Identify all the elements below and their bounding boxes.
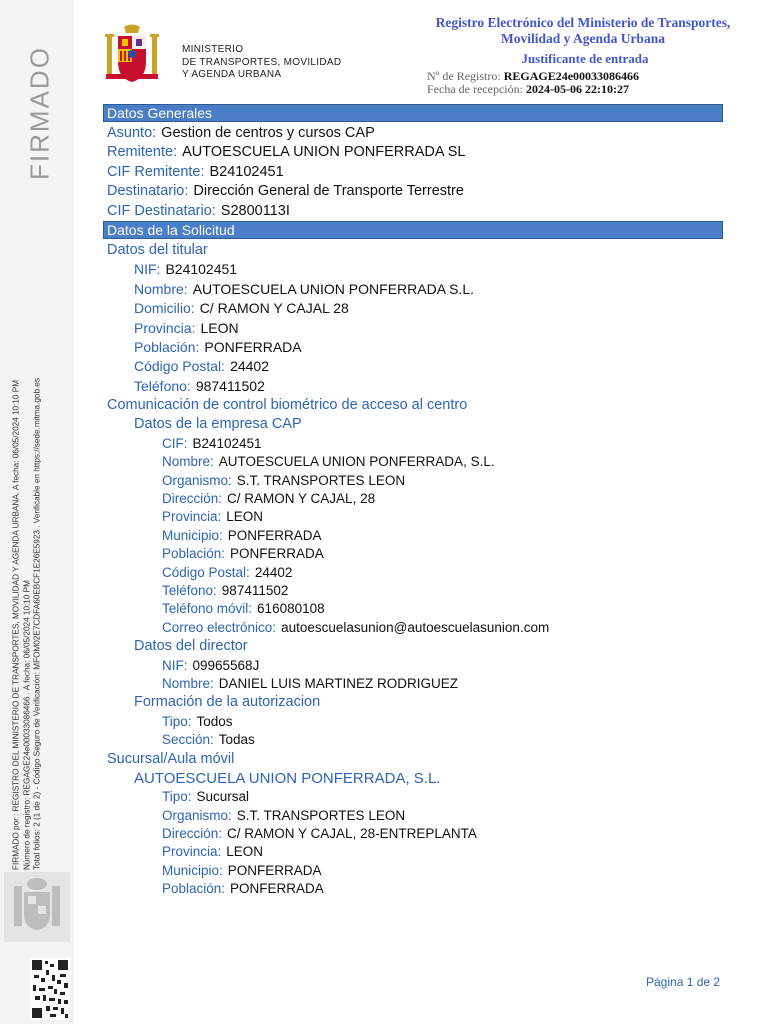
director-nombre [103, 675, 723, 693]
field-value: PONFERRADA [230, 881, 324, 897]
sucursal-municipio [103, 862, 723, 880]
field-label: Tipo: [162, 713, 192, 729]
field-label: Tipo: [162, 789, 192, 805]
registry-title-line1: Registro Electrónico del Ministerio de Transportes, [435, 15, 731, 30]
titular-nombre [103, 280, 723, 299]
field-label: Código Postal: [134, 358, 226, 375]
sign-line: Total folios: 2 (1 de 2) - Código Seguro de Verificación: MFOM02E7CDFA60EBCF1E26E5923 . Verificable en https://sede.mitma.gob.es [32, 378, 42, 870]
field-remitente [103, 143, 723, 162]
qr-code-icon [30, 958, 70, 1020]
signature-text-block [2, 280, 52, 870]
empresa-municipio [103, 527, 723, 545]
titular-domicilio [103, 299, 723, 318]
ministry-line: DE TRANSPORTES, MOVILIDAD [182, 56, 342, 68]
field-value: autoescuelasunion@autoescuelasunion.com [281, 619, 550, 635]
field-value: Sucursal [196, 789, 250, 805]
empresa-nombre [103, 453, 723, 471]
field-value: 616080108 [257, 601, 325, 617]
field-destinatario [103, 182, 723, 201]
firmado-stamp [20, 38, 60, 188]
field-label: Organismo: [162, 807, 232, 823]
field-label: Nombre: [162, 454, 214, 470]
registry-number-label: Nº de Registro: [427, 69, 501, 83]
section-datos-solicitud: Datos de la Solicitud [103, 221, 723, 239]
field-value: B24102451 [192, 435, 262, 451]
field-label: Provincia: [134, 319, 196, 336]
sign-line: FIRMADO por : REGISTRO DEL MINISTERIO DE TRANSPORTES, MOVILIDAD Y AGENDA URBANA. A fecha: 06/05/2024 10:10 PM [11, 379, 21, 870]
field-value: C/ RAMON Y CAJAL, 28-ENTREPLANTA [227, 826, 477, 842]
field-label: Teléfono móvil: [162, 601, 253, 617]
field-label: Remitente: [107, 144, 178, 161]
empresa-telefono-movil [103, 600, 723, 618]
field-value: S.T. TRANSPORTES LEON [236, 472, 406, 488]
field-value: AUTOESCUELA UNION PONFERRADA S.L. [192, 280, 475, 297]
field-value: Todas [218, 732, 255, 748]
section-datos-generales: Datos Generales [103, 104, 723, 122]
field-label: Población: [134, 338, 200, 355]
field-label: Dirección: [162, 491, 223, 507]
field-label: Domicilio: [134, 300, 195, 317]
field-label: Teléfono: [134, 377, 191, 394]
reception-date [427, 82, 629, 97]
field-value: 24402 [230, 358, 269, 375]
field-label: Dirección: [162, 826, 223, 842]
field-label: Organismo: [162, 472, 232, 488]
titular-codigo-postal [103, 357, 723, 376]
heading-director: Datos del director [134, 638, 248, 655]
field-value: 987411502 [221, 582, 289, 598]
sucursal-direccion [103, 825, 723, 843]
field-value: 987411502 [195, 377, 265, 394]
sucursal-poblacion [103, 880, 723, 898]
signature-sidebar [0, 0, 74, 1024]
reception-date-value: 2024-05-06 22:10:27 [525, 82, 629, 96]
field-value: C/ RAMON Y CAJAL, 28 [227, 491, 376, 507]
field-label: Nombre: [134, 280, 188, 297]
sucursal-tipo [103, 788, 723, 806]
firmado-text: FIRMADO [24, 46, 55, 180]
field-value: PONFERRADA [204, 338, 302, 355]
field-value: C/ RAMON Y CAJAL 28 [199, 300, 349, 317]
field-label: Población: [162, 881, 226, 897]
empresa-cif [103, 435, 723, 453]
field-value: Dirección General de Transporte Terrestre [193, 183, 464, 200]
field-label: Población: [162, 546, 226, 562]
field-label: Municipio: [162, 527, 223, 543]
field-label: NIF: [162, 657, 188, 673]
director-nif [103, 657, 723, 675]
field-value: AUTOESCUELA UNION PONFERRADA, S.L. [218, 454, 495, 470]
field-label: Correo electrónico: [162, 619, 277, 635]
empresa-correo [103, 619, 723, 637]
titular-telefono [103, 377, 723, 396]
field-value: AUTOESCUELA UNION PONFERRADA SL [182, 144, 466, 161]
coat-of-arms-icon [104, 24, 160, 86]
empresa-poblacion [103, 545, 723, 563]
field-value: 24402 [254, 564, 293, 580]
field-value: Gestion de centros y cursos CAP [161, 125, 375, 141]
field-value: DANIEL LUIS MARTINEZ RODRIGUEZ [218, 675, 459, 691]
ministry-line: MINISTERIO [182, 44, 244, 55]
field-label: Provincia: [162, 844, 222, 860]
seal-icon [4, 872, 70, 942]
empresa-telefono [103, 582, 723, 600]
heading-comunicacion: Comunicación de control biométrico de acceso al centro [107, 397, 468, 414]
field-value: S2800113I [220, 202, 290, 219]
field-value: LEON [226, 509, 264, 525]
field-label: Destinatario: [107, 183, 189, 200]
field-label: Provincia: [162, 509, 222, 525]
field-label: CIF Destinatario: [107, 202, 216, 219]
reception-date-label: Fecha de recepción: [427, 82, 523, 96]
empresa-organismo [103, 472, 723, 490]
ministry-line: Y AGENDA URBANA [182, 69, 282, 80]
field-value: B24102451 [165, 261, 238, 278]
heading-titular: Datos del titular [107, 241, 208, 258]
heading-sucursal: Sucursal/Aula móvil [107, 750, 235, 767]
titular-poblacion [103, 338, 723, 357]
field-label: Nombre: [162, 675, 214, 691]
registry-number-value: REGAGE24e00033086466 [503, 69, 640, 83]
field-label: Municipio: [162, 862, 223, 878]
sucursal-name: AUTOESCUELA UNION PONFERRADA, S.L. [134, 769, 441, 787]
empresa-codigo-postal [103, 564, 723, 582]
field-value: LEON [200, 319, 239, 336]
field-label: Sección: [162, 732, 214, 748]
heading-empresa-cap: Datos de la empresa CAP [134, 416, 302, 433]
sucursal-organismo [103, 807, 723, 825]
field-value: 09965568J [192, 657, 260, 673]
titular-provincia [103, 319, 723, 338]
receipt-title: Justificante de entrada [521, 51, 649, 66]
empresa-provincia [103, 508, 723, 526]
field-value: PONFERRADA [227, 862, 322, 878]
formacion-tipo [103, 713, 723, 731]
titular-nif [103, 260, 723, 279]
field-value: Todos [196, 713, 233, 729]
registry-title [400, 15, 766, 46]
field-label: CIF Remitente: [107, 163, 205, 180]
heading-formacion: Formación de la autorizacion [134, 694, 321, 711]
document-body [103, 104, 723, 899]
field-label: Asunto: [107, 125, 157, 141]
field-value: B24102451 [209, 163, 284, 180]
field-label: CIF: [162, 435, 188, 451]
registry-title-line2: Movilidad y Agenda Urbana [501, 30, 665, 46]
field-value: PONFERRADA [230, 546, 324, 562]
formacion-seccion [103, 731, 723, 749]
ministry-name [182, 44, 341, 82]
field-label: Código Postal: [162, 564, 250, 580]
sign-line: Número de registro: REGAGE24e00033086466 . A fecha: 06/05/2024 10:10 PM [21, 580, 31, 870]
field-value: S.T. TRANSPORTES LEON [236, 807, 406, 823]
field-value: PONFERRADA [227, 527, 322, 543]
field-label: NIF: [134, 261, 161, 278]
field-value: LEON [226, 844, 264, 860]
field-asunto [103, 124, 723, 143]
page-number: Página 1 de 2 [646, 975, 721, 989]
sucursal-provincia [103, 843, 723, 861]
field-cif-destinatario [103, 202, 723, 221]
field-label: Teléfono: [162, 582, 217, 598]
empresa-direccion [103, 490, 723, 508]
field-cif-remitente [103, 163, 723, 182]
